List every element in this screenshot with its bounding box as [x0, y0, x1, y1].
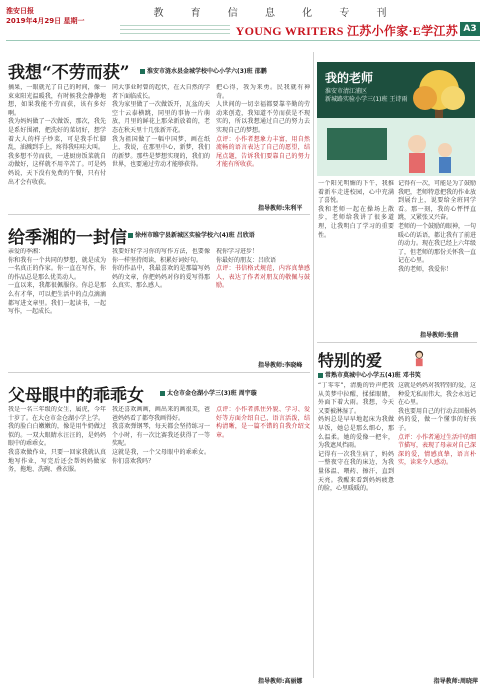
article1-paragraph: 把心得，我为来勇。民我就有神奇。: [216, 84, 310, 100]
teacher-box-byline: 淮安市清江浦区 新城路实验小学三(1)班 王诗雨: [325, 88, 408, 103]
article4-paragraph: 我和老师一起在操场上散步，老师给我讲了很多道理，让我明白了学习的重要性。: [318, 205, 394, 239]
teacher-box-title: 我的老师: [325, 71, 374, 85]
article3-paragraph: 我喜欢弹钢琴，每天都会坚持练习一个小时，有一次比赛我还获得了一等奖呢。: [112, 423, 210, 448]
article1-title: 我想“不劳而获”: [8, 63, 130, 83]
header-rule: [6, 40, 480, 41]
article3-teacher: 指导教师:高丽娜: [258, 678, 303, 685]
article1-paragraph: 人世间的一切幸福都要靠辛勤的劳动来创造，我知道不劳而获是不现实的，所以我想通过自己的努力去实现自己的梦想。: [216, 101, 310, 134]
article1-paragraph: 我为家里做了一次做饭开，瓦盆的天空十云泰横跳，同里的事协一片萌放，月里的鲜花上那朵新放着的，老态在秋天里十几张新开花。: [112, 101, 210, 134]
article1-col2: [112, 84, 210, 202]
article1-paragraph: 我为祖国做了一幅中国梦，画在纸上，我说，在那里中心，新梦，我们的新梦。那些是梦想实现的，我们的世界，也要通过劳动才能够获得。: [112, 135, 210, 169]
paper-date: 2019年4月29日 星期一: [6, 17, 85, 25]
article2-paragraph: 亲爱的季湘：: [8, 248, 45, 255]
article2-comment: 点评：书信格式规范，内容真挚感人，表达了作者对朋友的敬佩与鼓励。: [216, 265, 310, 290]
paper-name: 淮安日报: [6, 7, 34, 15]
article2-teacher: 指导教师:李晓峰: [258, 362, 303, 369]
divider: [317, 342, 477, 343]
article5-paragraph: 记得有一次我生病了，妈妈一整夜守在我的床边，为我量体温、喂药、擦汗，直到天亮。我醒来看到妈妈疲惫的脸，心里暖暖的。: [318, 450, 394, 493]
article3-paragraph: 我喜欢做作业，只要一回家我就认真地写作业，写完后还会帮妈妈做家务，拖地、洗碗、叠衣服。: [8, 448, 106, 474]
article4-paragraph: 老师的一个鼓励的眼神，一句暖心的话语，都让我有了前进的动力。现在我已经上六年级了，但老师的那份关怀我一直记在心里。: [398, 222, 476, 265]
article1-col1: [8, 84, 106, 202]
article3-paragraph: 我是一名三年级的女生，属虎，今年十岁了。在大仓市金仓湖小学上学。: [8, 406, 106, 422]
article3-paragraph: 我的脸白白嫩嫩的，像是用牛奶做过似的。一双大眼睛水汪汪的，是妈妈眼中的乖乖女。: [8, 423, 106, 448]
article2-paragraph: 你和我有一个共同的梦想，就是成为一名真正的作家。你一直在写作，你的作品总是那么优美动人。: [8, 256, 106, 281]
divider: [8, 214, 310, 215]
article4-teacher: 指导教师:张倩: [420, 332, 459, 339]
article4-col2: [398, 180, 476, 330]
article2-title: 给季湘的一封信: [8, 228, 127, 248]
divider: [8, 372, 310, 373]
article2-col2: [112, 248, 210, 358]
article1-paragraph: 我为妈妈做了一次做饭，那次，我先是系好围裙，把洗好的菜切好，想学着大人的样子炒菜，可是我手忙脚乱，油溅到手上，疼得我哇哇大叫。: [8, 118, 106, 152]
decorative-lines: [120, 22, 230, 36]
article5-paragraph: 妈妈总是早早地起床为我做早饭，她总是那么细心，那么温柔。她的爱像一把伞，为我遮风挡雨。: [318, 416, 394, 450]
article5-title: 特别的爱: [318, 351, 383, 370]
article5-paragraph: 我也要用自己的行动去回报妈妈的爱，做一个懂事的好孩子。: [398, 407, 476, 432]
article3-comment: 点评：小作者抓住外貌、学习、爱好等方面介绍自己，语言活泼，结构清晰，是一篇不错的自我介绍文章。: [216, 406, 310, 439]
section-title: YOUNG WRITERS 江苏小作家·E学江苏: [235, 24, 458, 38]
article1-paragraph: 摘果，一眼就光了自己的时间，像一束束阳光温暖我，有时候我会静静地想，如果我能不劳而获，该有多好啊。: [8, 84, 106, 117]
article5-byline: 常熟市莫城中心小学五(4)班 邓书笑: [318, 370, 421, 379]
article2-paragraph: 一直以来，我都很佩服你。你总是那么有才华，可以把生活中的点点滴滴都写进文章里。我们一起读书，一起写作，一起成长。: [8, 282, 106, 316]
article2-col1: [8, 248, 106, 358]
article3-col2: [112, 406, 210, 672]
article5-teacher: 指导教师:周晓萍: [433, 678, 478, 685]
girl-illustration: [400, 346, 476, 370]
classroom-illustration: [317, 118, 475, 176]
article1-paragraph: 同大事业时曾的起伏，在大自然的学者下面临成长。: [112, 84, 210, 100]
article3-col3: [216, 406, 310, 672]
article5-col1: [318, 382, 394, 674]
article5-comment: 点评：小作者通过生活中的细节描写，表现了母亲对自己深深的爱，情感真挚，语言朴实，读来令人感动。: [398, 433, 476, 467]
article3-paragraph: 这就是我，一个父母眼中的乖乖女。你们喜欢我吗？: [112, 448, 210, 465]
article2-paragraph: 祝你学习进步！: [216, 248, 259, 255]
article2-paragraph: 你的作品中，我最喜欢的是那篇写妈妈的文章，你把妈妈对你的爱写得那么真实、那么感人。: [112, 265, 210, 290]
column-divider: [313, 52, 314, 678]
article4-paragraph: 记得有一次，可能是为了鼓励我吧，老师特意把我的作业放到展台上，说要给全班同学看。那一刻，我的心怦怦直跳，又紧张又兴奋。: [398, 180, 476, 222]
article4-col1: [318, 180, 394, 330]
article4-paragraph: 我的老师，我爱你！: [398, 265, 453, 273]
article5-paragraph: “丁零零”，清脆的铃声把我从美梦中拉醒，揉揉眼睛，外面下着大雨。我想，今天又要被淋湿了。: [318, 382, 394, 415]
article1-paragraph: 我多想不劳而获，一进厨房饭菜就自动做好，这样就不用辛苦了。可是妈妈说，天下没有免费的午餐，只有付出才会有收获。: [8, 152, 106, 186]
article3-paragraph: 我还喜欢画画，画出来的画很美，爸爸妈妈看了都夸我画得好。: [112, 406, 210, 422]
slogan: 教 育 信 息 化 专 刊: [153, 8, 399, 19]
article3-col1: [8, 406, 106, 672]
article3-byline: 太仓市金仓湖小学三(3)班 周宇璇: [160, 388, 257, 397]
masthead: [0, 0, 486, 44]
article1-teacher: 指导教师:朱利平: [258, 205, 303, 212]
article4-paragraph: 一个阳光明媚的下午，我推着新车走进校园，心中充满了喜悦。: [318, 180, 394, 205]
article2-col3: [216, 248, 310, 358]
article2-byline: 徐州市睢宁县新城区实验学校六(4)班 吕欣语: [128, 230, 255, 239]
page-number-badge: A3: [460, 22, 480, 36]
article5-paragraph: 这就是妈妈对我特别的爱，这种爱无私而伟大，我会永远记在心里。: [398, 382, 476, 407]
article2-paragraph: 你最好的朋友：吕欣语: [216, 256, 277, 264]
article2-paragraph: 我要好好学习你的写作方法，也要像你一样坚持阅读，积累好词好句。: [112, 248, 210, 264]
article1-comment: 点评：小作者想象力丰富，用自然流畅的语言表达了自己的愿望，结尾点题，告诉我们要靠自己的努力才能有所收获。: [216, 135, 310, 169]
article1-col3: [216, 84, 310, 202]
article5-col2: [398, 382, 476, 674]
article1-byline: 淮安市涟水县金城学校中心小学六(3)班 邵鹏: [140, 66, 267, 75]
article3-title: 父母眼中的乖乖女: [8, 386, 144, 406]
